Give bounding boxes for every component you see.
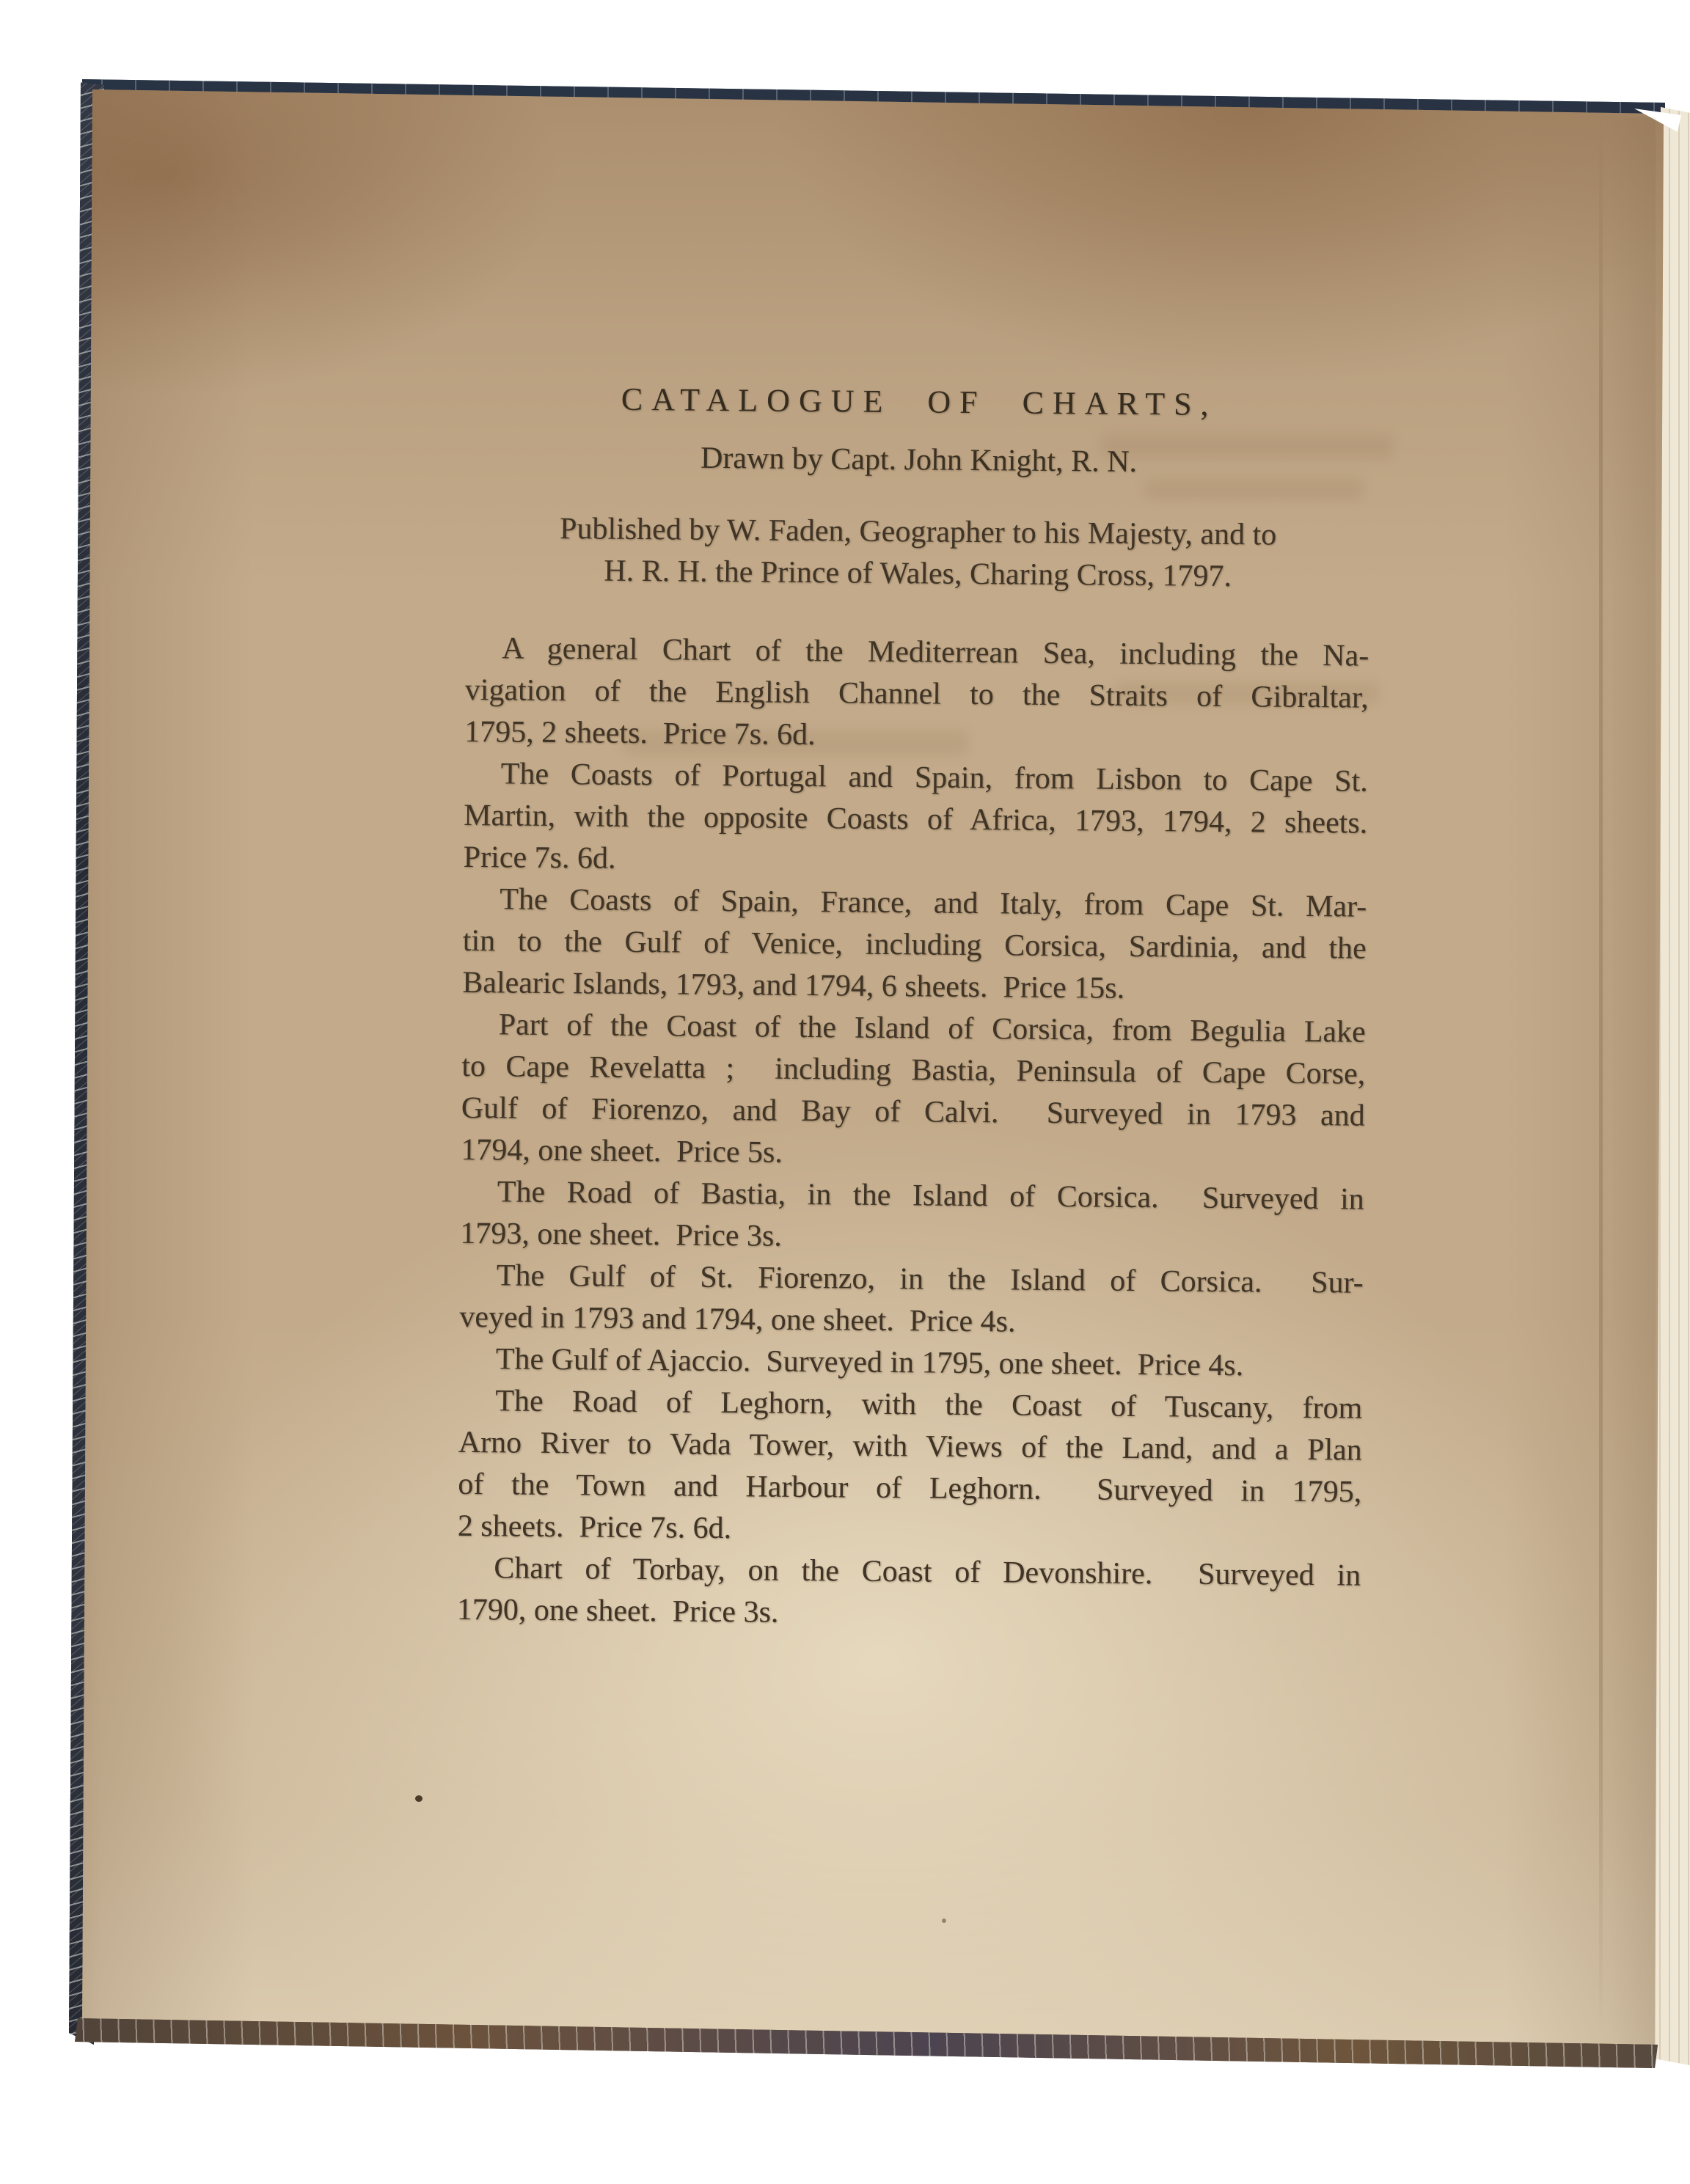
entry-line: 1790, one sheet. Price 3s. [456,1592,779,1630]
catalogue-entry [458,1380,1363,1555]
entry-line: to Cape Revelatta ; including Bastia, Peninsula of Cape Corse, [461,1049,1366,1091]
entry-line: The Coasts of Spain, France, and Italy, from Cape St. Mar- [500,882,1367,924]
entry-line: 2 sheets. Price 7s. 6d. [457,1509,732,1546]
catalogue-entry [464,753,1368,887]
page-title: CATALOGUE OF CHARTS, [621,381,1218,422]
paper-crease [1599,121,1603,2035]
imprint-line: H. R. H. the Prince of Wales, Charing Cross, 1797. [604,554,1232,594]
paper-shading [1610,117,1656,2046]
entry-line: Chart of Torbay, on the Coast of Devonshire. Surveyed in [494,1551,1361,1593]
entry-line: The Coasts of Portugal and Spain, from Lisbon to Cape St. [500,757,1368,799]
catalogue-entry [459,1338,1363,1388]
entry-line: Arno River to Vada Tower, with Views of the Land, and a Plan [458,1425,1362,1467]
catalogue-entry [460,1171,1364,1263]
entries [457,628,1369,1639]
entry-line: 1793, one sheet. Price 3s. [460,1216,783,1253]
entry-line: Martin, with the opposite Coasts of Africa, 1793, 1794, 2 sheets. [464,798,1368,840]
imprint [466,507,1370,599]
entry-line: The Gulf of Ajaccio. Surveyed in 1795, one sheet. Price 4s. [495,1342,1244,1383]
printed-text-block [452,0,1375,2184]
entry-line: 1795, 2 sheets. Price 7s. 6d. [464,714,816,752]
entry-line: Gulf of Fiorenzo, and Bay of Calvi. Surveyed in 1793 and [461,1091,1365,1133]
catalogue-entry [459,1255,1364,1346]
entry-line: of the Town and Harbour of Leghorn. Surveyed in 1795, [458,1467,1362,1509]
paper-speck [415,1795,422,1802]
catalogue-entry [464,628,1369,761]
entry-line: veyed in 1793 and 1794, one sheet. Price 4s. [459,1300,1016,1339]
imprint-line: Published by W. Faden, Geographer to his Majesty, and to [559,512,1277,552]
entry-line: A general Chart of the Mediterrean Sea, including the Na- [502,631,1369,673]
entry-line: The Road of Bastia, in the Island of Corsica. Surveyed in [497,1175,1364,1217]
page-subtitle: Drawn by Capt. John Knight, R. N. [700,441,1138,479]
entry-line: vigation of the English Channel to the Straits of Gibraltar, [464,673,1369,715]
entry-line: Part of the Coast of the Island of Corsica, from Begulia Lake [498,1008,1366,1049]
entry-line: 1794, one sheet. Price 5s. [461,1132,783,1170]
entry-line: tin to the Gulf of Venice, including Corsica, Sardinia, and the [462,923,1367,966]
entry-line: The Road of Leghorn, with the Coast of Tuscany, from [495,1384,1363,1426]
catalogue-entry [461,1004,1366,1179]
catalogue-entry [462,879,1367,1012]
entry-line: The Gulf of St. Fiorenzo, in the Island of Corsica. Sur- [496,1258,1364,1300]
entry-line: Price 7s. 6d. [463,840,616,876]
entry-line: Balearic Islands, 1793, and 1794, 6 sheets. Price 15s. [462,965,1125,1005]
catalogue-entry [457,1547,1361,1639]
